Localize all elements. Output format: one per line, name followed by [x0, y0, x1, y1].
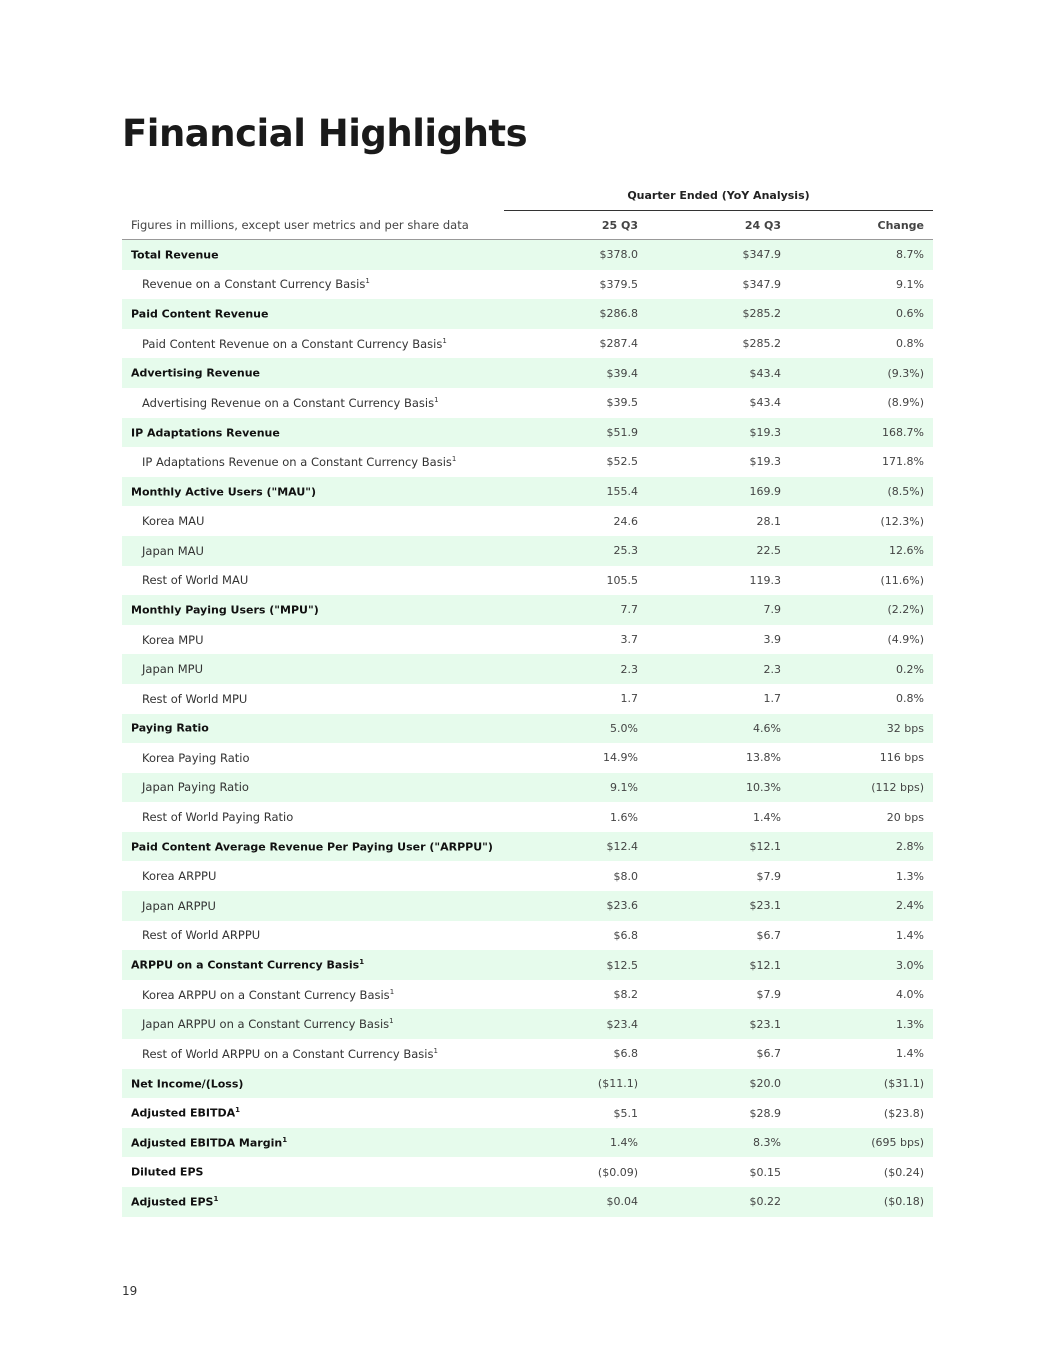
- cell-24q3: $12.1: [749, 958, 781, 972]
- row-label-text: Japan ARPPU on a Constant Currency Basis: [142, 1017, 390, 1032]
- cell-24q3: 13.8%: [746, 751, 781, 765]
- cell-24q3: 1.7: [763, 692, 781, 706]
- table-row: [122, 714, 933, 744]
- row-label: [122, 603, 501, 617]
- row-label: [122, 485, 501, 499]
- row-label-text: Korea MPU: [142, 632, 204, 647]
- cell-24q3: $19.3: [749, 425, 781, 439]
- cell-25q3: 25.3: [613, 544, 638, 558]
- cell-24q3: 22.5: [756, 544, 781, 558]
- cell-24q3: $285.2: [742, 307, 781, 321]
- table-row: [122, 1128, 933, 1158]
- cell-24q3: $12.1: [749, 840, 781, 854]
- cell-change: (112 bps): [871, 780, 924, 794]
- row-label: [122, 366, 501, 380]
- cell-24q3: $6.7: [756, 1047, 781, 1061]
- row-label-text: Japan MPU: [142, 662, 204, 677]
- row-label: [122, 751, 501, 765]
- cell-change: 168.7%: [882, 425, 924, 439]
- cell-24q3: $28.9: [749, 1106, 781, 1120]
- row-label-text: Rest of World Paying Ratio: [142, 810, 294, 825]
- cell-25q3: $378.0: [599, 248, 638, 262]
- table-row: [122, 240, 933, 270]
- row-label-text: IP Adaptations Revenue on a Constant Currency Basis: [142, 454, 452, 469]
- row-label-text: Japan MAU: [142, 543, 204, 558]
- cell-24q3: 3.9: [763, 633, 781, 647]
- footnote-marker: 1: [282, 1135, 288, 1144]
- row-label: [122, 277, 501, 291]
- table-row: [122, 270, 933, 300]
- cell-25q3: $23.6: [606, 899, 638, 913]
- row-label: [122, 810, 501, 824]
- cell-change: ($0.18): [883, 1195, 924, 1209]
- cell-change: 8.7%: [896, 248, 924, 262]
- cell-change: ($0.24): [883, 1165, 924, 1179]
- table-row: [122, 1157, 933, 1187]
- table-row: [122, 388, 933, 418]
- cell-change: (8.9%): [887, 396, 924, 410]
- table-row: [122, 684, 933, 714]
- cell-24q3: $43.4: [749, 396, 781, 410]
- table-row: [122, 1039, 933, 1069]
- table-row: [122, 358, 933, 388]
- row-label-text: Rest of World ARPPU: [142, 928, 261, 943]
- table-row: [122, 891, 933, 921]
- footnote-marker: 1: [434, 395, 439, 404]
- row-label: [122, 248, 501, 262]
- row-label-text: Net Income/(Loss): [131, 1077, 244, 1091]
- table-row: [122, 477, 933, 507]
- cell-25q3: $287.4: [599, 337, 638, 351]
- row-label: [122, 633, 501, 647]
- footnote-marker: 1: [389, 1017, 394, 1026]
- row-label-text: Diluted EPS: [131, 1166, 204, 1180]
- cell-24q3: $285.2: [742, 337, 781, 351]
- row-label: [122, 1017, 501, 1031]
- table-row: [122, 566, 933, 596]
- footnote-marker: 1: [359, 958, 365, 967]
- cell-25q3: 155.4: [606, 485, 638, 499]
- table-row: [122, 595, 933, 625]
- row-label-text: IP Adaptations Revenue: [131, 426, 280, 440]
- table-row: [122, 1187, 933, 1217]
- cell-change: (11.6%): [880, 573, 924, 587]
- table-row: [122, 654, 933, 684]
- cell-25q3: $12.4: [606, 840, 638, 854]
- cell-25q3: $5.1: [613, 1106, 638, 1120]
- cell-25q3: $8.0: [613, 869, 638, 883]
- row-label: [122, 780, 501, 794]
- cell-25q3: 14.9%: [603, 751, 638, 765]
- cell-change: 1.4%: [896, 928, 924, 942]
- cell-25q3: $6.8: [613, 928, 638, 942]
- row-label-text: Rest of World MAU: [142, 573, 249, 588]
- cell-25q3: 9.1%: [610, 780, 638, 794]
- cell-change: 1.4%: [896, 1047, 924, 1061]
- footnote-marker: 1: [365, 277, 370, 286]
- row-label-text: ARPPU on a Constant Currency Basis: [131, 958, 360, 972]
- table-row: [122, 861, 933, 891]
- footnote-marker: 1: [433, 1047, 438, 1055]
- cell-24q3: $7.9: [756, 869, 781, 883]
- cell-25q3: $379.5: [599, 277, 638, 291]
- row-label-text: Korea MAU: [142, 514, 205, 529]
- table-header-row: [122, 211, 933, 240]
- row-label-text: Japan ARPPU: [142, 898, 216, 913]
- row-label: [122, 1077, 501, 1091]
- cell-25q3: ($0.09): [597, 1165, 638, 1179]
- row-label: [122, 988, 501, 1002]
- table-body: [122, 240, 933, 1217]
- cell-change: 12.6%: [889, 544, 924, 558]
- cell-change: 1.3%: [896, 1017, 924, 1031]
- cell-25q3: 5.0%: [610, 721, 638, 735]
- cell-change: 0.6%: [896, 307, 924, 321]
- row-label: [122, 337, 501, 351]
- cell-25q3: 3.7: [620, 633, 638, 647]
- cell-24q3: $19.3: [749, 455, 781, 469]
- row-label: [122, 573, 501, 587]
- row-label: [122, 840, 501, 854]
- footnote-marker: 1: [389, 987, 395, 996]
- cell-change: 0.8%: [896, 692, 924, 706]
- row-label-text: Monthly Paying Users ("MPU"): [131, 603, 319, 617]
- cell-24q3: 10.3%: [746, 780, 781, 794]
- footnote-marker: 1: [235, 1106, 240, 1115]
- cell-change: (4.9%): [887, 633, 924, 647]
- table-row: [122, 980, 933, 1010]
- cell-change: ($23.8): [883, 1106, 924, 1120]
- row-label-text: Rest of World MPU: [142, 691, 248, 706]
- row-label: [122, 455, 501, 469]
- cell-25q3: $0.04: [606, 1195, 638, 1209]
- table-row: [122, 536, 933, 566]
- footnote-marker: 1: [213, 1194, 219, 1203]
- cell-24q3: 119.3: [749, 573, 781, 587]
- row-label: [122, 958, 501, 972]
- table-row: [122, 743, 933, 773]
- cell-24q3: $0.15: [749, 1165, 781, 1179]
- cell-change: (9.3%): [887, 366, 924, 380]
- row-label: [122, 396, 501, 410]
- cell-25q3: ($11.1): [597, 1076, 638, 1090]
- table-row: [122, 447, 933, 477]
- row-label-text: Paid Content Average Revenue Per Paying User ("ARPPU"): [131, 840, 493, 854]
- cell-25q3: $39.5: [606, 396, 638, 410]
- table-row: [122, 950, 933, 980]
- cell-change: (2.2%): [887, 603, 924, 617]
- row-label: [122, 1195, 501, 1209]
- page-number: 19: [122, 1284, 138, 1298]
- table-row: [122, 418, 933, 448]
- cell-24q3: 2.3: [763, 662, 781, 676]
- cell-24q3: 7.9: [763, 603, 781, 617]
- cell-24q3: $6.7: [756, 928, 781, 942]
- table-row: [122, 921, 933, 951]
- row-label: [122, 692, 501, 706]
- cell-change: 32 bps: [886, 721, 924, 735]
- cell-25q3: 1.7: [620, 692, 638, 706]
- cell-25q3: 7.7: [620, 603, 638, 617]
- table-row: [122, 1098, 933, 1128]
- table-row: [122, 773, 933, 803]
- cell-24q3: $7.9: [756, 988, 781, 1002]
- row-label: [122, 928, 501, 942]
- cell-24q3: $23.1: [749, 1017, 781, 1031]
- cell-25q3: 105.5: [606, 573, 638, 587]
- row-label-text: Advertising Revenue: [131, 367, 261, 380]
- row-label-text: Paid Content Revenue: [131, 307, 269, 321]
- cell-24q3: 1.4%: [753, 810, 781, 824]
- cell-change: 116 bps: [879, 751, 924, 765]
- cell-25q3: $6.8: [613, 1047, 638, 1061]
- cell-change: (8.5%): [887, 485, 924, 499]
- row-label-text: Japan Paying Ratio: [142, 780, 249, 795]
- row-label: [122, 662, 501, 676]
- footnote-marker: 1: [442, 336, 447, 345]
- cell-change: (12.3%): [880, 514, 924, 528]
- cell-25q3: 2.3: [620, 662, 638, 676]
- cell-25q3: 1.4%: [610, 1136, 638, 1150]
- row-label-text: Korea Paying Ratio: [142, 750, 250, 765]
- group-header: Quarter Ended (YoY Analysis): [504, 184, 933, 211]
- cell-25q3: $52.5: [606, 455, 638, 469]
- row-label-text: Adjusted EBITDA Margin: [131, 1136, 283, 1150]
- row-label: [122, 1136, 501, 1150]
- cell-24q3: $0.22: [749, 1195, 781, 1209]
- row-label-text: Paid Content Revenue on a Constant Currency Basis: [142, 336, 443, 351]
- table-row: [122, 299, 933, 329]
- financial-highlights-table: [122, 184, 933, 1217]
- cell-24q3: 169.9: [749, 485, 781, 499]
- cell-25q3: $8.2: [613, 988, 638, 1002]
- table-row: [122, 802, 933, 832]
- cell-change: (695 bps): [871, 1136, 924, 1150]
- row-label-text: Rest of World ARPPU on a Constant Currency Basis: [142, 1046, 434, 1061]
- header-25q3: 25 Q3: [601, 218, 638, 232]
- row-label-text: Total Revenue: [131, 248, 219, 262]
- row-label-text: Revenue on a Constant Currency Basis: [142, 277, 366, 292]
- cell-change: 1.3%: [896, 869, 924, 883]
- table-row: [122, 1009, 933, 1039]
- table-row: [122, 832, 933, 862]
- cell-25q3: $39.4: [606, 366, 638, 380]
- cell-change: 2.8%: [896, 840, 924, 854]
- cell-24q3: $23.1: [749, 899, 781, 913]
- cell-change: 4.0%: [896, 988, 924, 1002]
- cell-change: 0.2%: [896, 662, 924, 676]
- table-row: [122, 625, 933, 655]
- row-label-text: Advertising Revenue on a Constant Currency Basis: [142, 395, 435, 410]
- cell-change: 9.1%: [896, 277, 924, 291]
- cell-25q3: $286.8: [599, 307, 638, 321]
- cell-change: 0.8%: [896, 337, 924, 351]
- page-title: Financial Highlights: [122, 112, 528, 155]
- row-label: [122, 514, 501, 528]
- cell-24q3: 8.3%: [753, 1136, 781, 1150]
- row-label: [122, 1047, 501, 1061]
- footnote-marker: 1: [451, 455, 457, 464]
- cell-24q3: $43.4: [749, 366, 781, 380]
- row-label: [122, 426, 501, 440]
- row-label-text: Monthly Active Users ("MAU"): [131, 485, 317, 499]
- cell-change: 20 bps: [886, 810, 924, 824]
- row-label-text: Adjusted EBITDA: [131, 1106, 236, 1120]
- table-row: [122, 1069, 933, 1099]
- row-label: [122, 899, 501, 913]
- row-label-text: Korea ARPPU on a Constant Currency Basis: [142, 987, 390, 1002]
- row-label-text: Adjusted EPS: [131, 1195, 214, 1209]
- row-label: [122, 544, 501, 558]
- cell-change: 171.8%: [882, 455, 924, 469]
- table-row: [122, 506, 933, 536]
- row-label: [122, 1106, 501, 1120]
- cell-25q3: $51.9: [606, 425, 638, 439]
- cell-24q3: $347.9: [742, 277, 781, 291]
- cell-24q3: $347.9: [742, 248, 781, 262]
- cell-24q3: $20.0: [749, 1076, 781, 1090]
- cell-change: 2.4%: [896, 899, 924, 913]
- cell-24q3: 28.1: [756, 514, 781, 528]
- cell-change: ($31.1): [883, 1076, 924, 1090]
- cell-24q3: 4.6%: [753, 721, 781, 735]
- cell-25q3: 24.6: [613, 514, 638, 528]
- cell-change: 3.0%: [896, 958, 924, 972]
- row-label: [122, 307, 501, 321]
- header-change: Change: [877, 218, 924, 232]
- header-label: Figures in millions, except user metrics and per share data: [131, 218, 469, 232]
- row-label: [122, 869, 501, 883]
- row-label: [122, 721, 501, 735]
- table-row: [122, 329, 933, 359]
- cell-25q3: $12.5: [606, 958, 638, 972]
- row-label-text: Korea ARPPU: [142, 869, 217, 884]
- cell-25q3: 1.6%: [610, 810, 638, 824]
- row-label: [122, 1165, 501, 1179]
- row-label-text: Paying Ratio: [131, 722, 209, 736]
- header-24q3: 24 Q3: [744, 218, 781, 232]
- cell-25q3: $23.4: [606, 1017, 638, 1031]
